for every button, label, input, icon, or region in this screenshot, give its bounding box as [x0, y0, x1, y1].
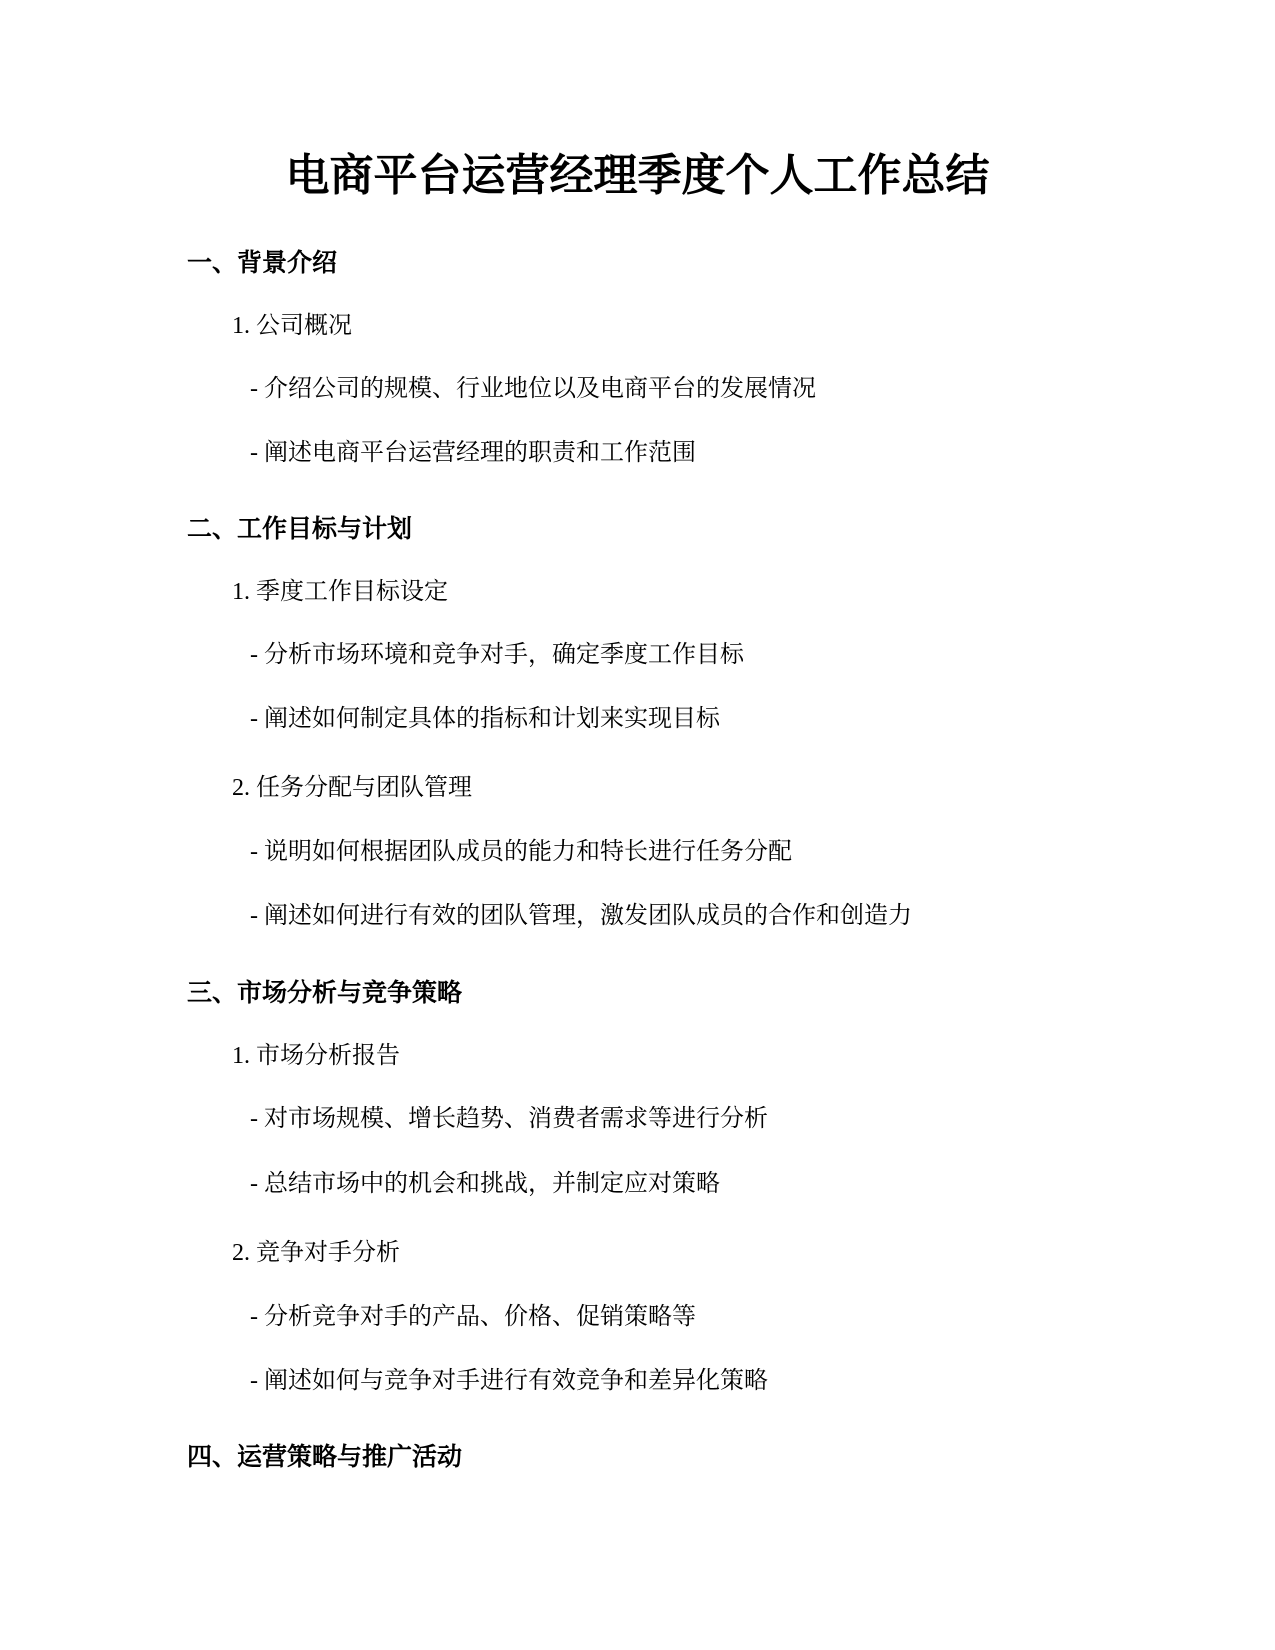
- bullet-point: - 分析竞争对手的产品、价格、促销策略等: [250, 1304, 696, 1330]
- section-heading-goals-plans: 二、工作目标与计划: [187, 515, 413, 543]
- item-quarterly-goals: 1. 季度工作目标设定: [232, 579, 448, 605]
- item-company-overview: 1. 公司概况: [232, 313, 352, 339]
- bullet-point: - 阐述如何进行有效的团队管理，激发团队成员的合作和创造力: [250, 903, 912, 929]
- item-competitor-analysis: 2. 竞争对手分析: [232, 1240, 400, 1266]
- bullet-point: - 阐述如何制定具体的指标和计划来实现目标: [250, 706, 720, 732]
- bullet-point: - 阐述如何与竞争对手进行有效竞争和差异化策略: [250, 1368, 768, 1394]
- bullet-point: - 对市场规模、增长趋势、消费者需求等进行分析: [250, 1106, 768, 1132]
- item-market-report: 1. 市场分析报告: [232, 1043, 400, 1069]
- bullet-point: - 分析市场环境和竞争对手，确定季度工作目标: [250, 642, 744, 668]
- bullet-point: - 介绍公司的规模、行业地位以及电商平台的发展情况: [250, 376, 816, 402]
- bullet-point: - 阐述电商平台运营经理的职责和工作范围: [250, 440, 696, 466]
- section-heading-background: 一、背景介绍: [187, 249, 338, 277]
- bullet-point: - 说明如何根据团队成员的能力和特长进行任务分配: [250, 839, 792, 865]
- section-heading-operations-promotion: 四、运营策略与推广活动: [187, 1443, 463, 1471]
- document-title: 电商平台运营经理季度个人工作总结: [285, 151, 990, 200]
- section-heading-market-analysis: 三、市场分析与竞争策略: [187, 979, 463, 1007]
- bullet-point: - 总结市场中的机会和挑战，并制定应对策略: [250, 1171, 720, 1197]
- item-task-assignment: 2. 任务分配与团队管理: [232, 775, 472, 801]
